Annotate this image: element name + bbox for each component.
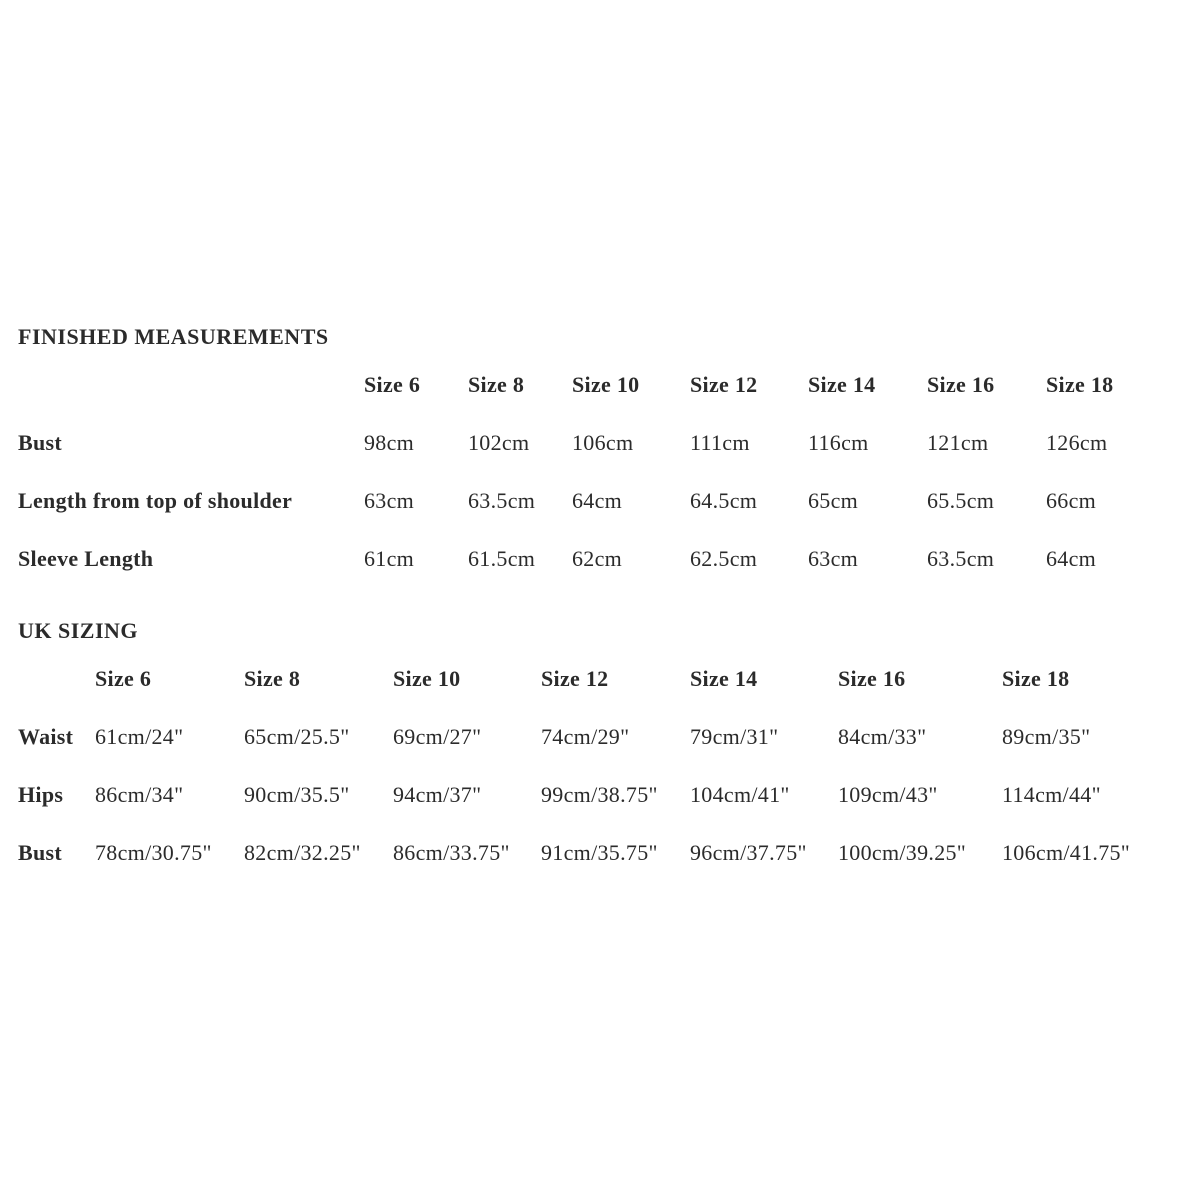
finished-cell: 126cm <box>1046 430 1108 455</box>
finished-measurements-title: FINISHED MEASUREMENTS <box>18 324 329 349</box>
uk-size-header: Size 12 <box>541 666 609 691</box>
finished-cell: 121cm <box>927 430 989 455</box>
uk-cell: 114cm/44" <box>1002 782 1101 807</box>
uk-size-header: Size 14 <box>690 666 758 691</box>
uk-sizing-title: UK SIZING <box>18 618 139 643</box>
uk-cell: 109cm/43" <box>838 782 938 807</box>
finished-cell: 64cm <box>572 488 623 513</box>
uk-cell: 99cm/38.75" <box>541 782 658 807</box>
uk-size-header: Size 18 <box>1002 666 1070 691</box>
uk-size-header: Size 8 <box>244 666 301 691</box>
finished-cell: 63cm <box>808 546 859 571</box>
finished-cell: 65.5cm <box>927 488 995 513</box>
finished-row-label: Bust <box>18 430 62 455</box>
finished-cell: 64cm <box>1046 546 1097 571</box>
finished-cell: 63.5cm <box>468 488 536 513</box>
finished-cell: 63cm <box>364 488 415 513</box>
uk-cell: 89cm/35" <box>1002 724 1091 749</box>
finished-cell: 63.5cm <box>927 546 995 571</box>
finished-size-header: Size 10 <box>572 372 640 397</box>
uk-row-label: Hips <box>18 782 64 807</box>
uk-cell: 90cm/35.5" <box>244 782 350 807</box>
uk-cell: 100cm/39.25" <box>838 840 967 865</box>
finished-cell: 62cm <box>572 546 623 571</box>
finished-cell: 62.5cm <box>690 546 758 571</box>
uk-row-label: Bust <box>18 840 62 865</box>
uk-cell: 61cm/24" <box>95 724 184 749</box>
uk-row-label: Waist <box>18 724 74 749</box>
finished-cell: 116cm <box>808 430 869 455</box>
uk-cell: 79cm/31" <box>690 724 779 749</box>
uk-size-header: Size 16 <box>838 666 906 691</box>
finished-size-header: Size 18 <box>1046 372 1114 397</box>
finished-row-label: Sleeve Length <box>18 546 154 571</box>
finished-cell: 111cm <box>690 430 750 455</box>
uk-cell: 74cm/29" <box>541 724 630 749</box>
finished-cell: 66cm <box>1046 488 1097 513</box>
finished-cell: 102cm <box>468 430 530 455</box>
uk-cell: 65cm/25.5" <box>244 724 350 749</box>
uk-cell: 106cm/41.75" <box>1002 840 1131 865</box>
finished-cell: 106cm <box>572 430 634 455</box>
uk-cell: 86cm/34" <box>95 782 184 807</box>
finished-size-header: Size 6 <box>364 372 421 397</box>
uk-cell: 82cm/32.25" <box>244 840 361 865</box>
finished-cell: 98cm <box>364 430 415 455</box>
uk-size-header: Size 10 <box>393 666 461 691</box>
finished-cell: 64.5cm <box>690 488 758 513</box>
uk-cell: 69cm/27" <box>393 724 482 749</box>
finished-size-header: Size 12 <box>690 372 758 397</box>
finished-cell: 61.5cm <box>468 546 536 571</box>
uk-cell: 84cm/33" <box>838 724 927 749</box>
uk-cell: 94cm/37" <box>393 782 482 807</box>
uk-cell: 86cm/33.75" <box>393 840 510 865</box>
finished-cell: 65cm <box>808 488 859 513</box>
finished-cell: 61cm <box>364 546 415 571</box>
finished-size-header: Size 14 <box>808 372 876 397</box>
uk-cell: 104cm/41" <box>690 782 790 807</box>
uk-cell: 78cm/30.75" <box>95 840 212 865</box>
uk-cell: 91cm/35.75" <box>541 840 658 865</box>
uk-cell: 96cm/37.75" <box>690 840 807 865</box>
finished-size-header: Size 16 <box>927 372 995 397</box>
finished-row-label: Length from top of shoulder <box>18 488 293 513</box>
finished-size-header: Size 8 <box>468 372 525 397</box>
uk-size-header: Size 6 <box>95 666 152 691</box>
